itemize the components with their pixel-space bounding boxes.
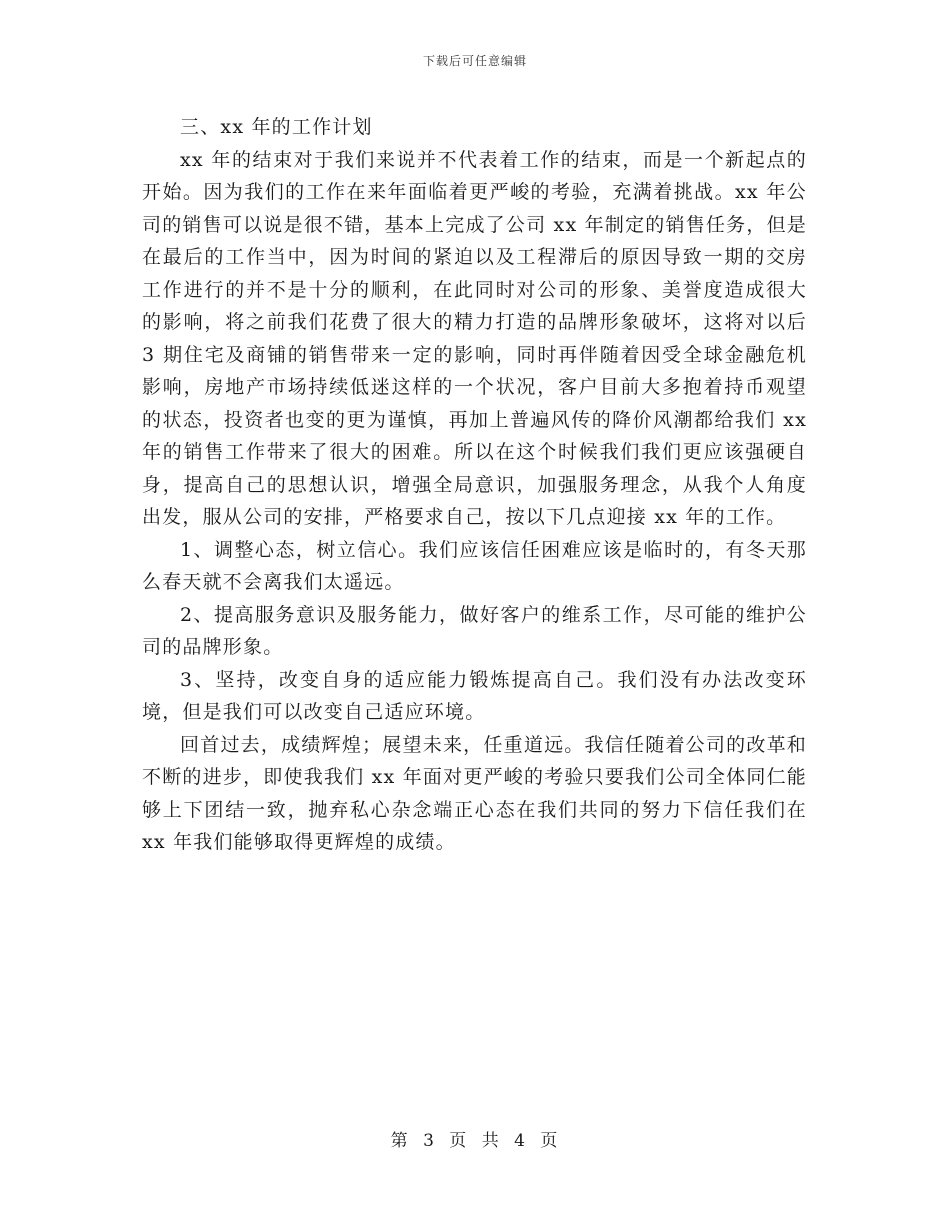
page-number: 第 3 页 共 4 页 (390, 1131, 560, 1151)
paragraph-item-2: 2、提高服务意识及服务能力，做好客户的维系工作，尽可能的维护公司的品牌形象。 (142, 603, 807, 658)
paragraph-conclusion: 回首过去，成绩辉煌；展望未来，任重道远。我信任随着公司的改革和不断的进步，即使我我们 xx 年面对更严峻的考验只要我们公司全体同仁能够上下团结一致，抛弃私心杂念端正心态在我们共同的努力下信任我们在 xx 年我们能够取得更辉煌的成绩。 (142, 733, 807, 853)
section-heading: 三、xx 年的工作计划 (180, 116, 373, 138)
paragraph-item-3: 3、坚持，改变自身的适应能力锻炼提高自己。我们没有办法改变环境，但是我们可以改变自己适应环境。 (142, 668, 807, 723)
paragraph-intro: xx 年的结束对于我们来说并不代表着工作的结束，而是一个新起点的开始。因为我们的工作在来年面临着更严峻的考验，充满着挑战。xx 年公司的销售可以说是很不错，基本上完成了公司 xx 年制定的销售任务，但是在最后的工作当中，因为时间的紧迫以及工程滞后的原因导致一期的交房工作进行的并不是十分的顺利，在此同时对公司的形象、美誉度造成很大的影响，将之前我们花费了很大的精力打造的品牌形象破坏，这将对以后 3 期住宅及商铺的销售带来一定的影响，同时再伴随着因受全球金融危机影响，房地产市场持续低迷这样的一个状况，客户目前大多抱着持币观望的状态，投资者也变的更为谨慎，再加上普遍风传的降价风潮都给我们 xx 年的销售工作带来了很大的困难。所以在这个时候我们我们更应该强硬自身，提高自己的思想认识，增强全局意识，加强服务理念，从我个人角度出发，服从公司的安排，严格要求自己，按以下几点迎接 xx 年的工作。 (142, 148, 807, 528)
page-header: 下载后可任意编辑 (422, 54, 527, 68)
document-body (142, 111, 807, 859)
paragraph-item-1: 1、调整心态，树立信心。我们应该信任困难应该是临时的，有冬天那么春天就不会离我们太遥远。 (142, 538, 807, 593)
